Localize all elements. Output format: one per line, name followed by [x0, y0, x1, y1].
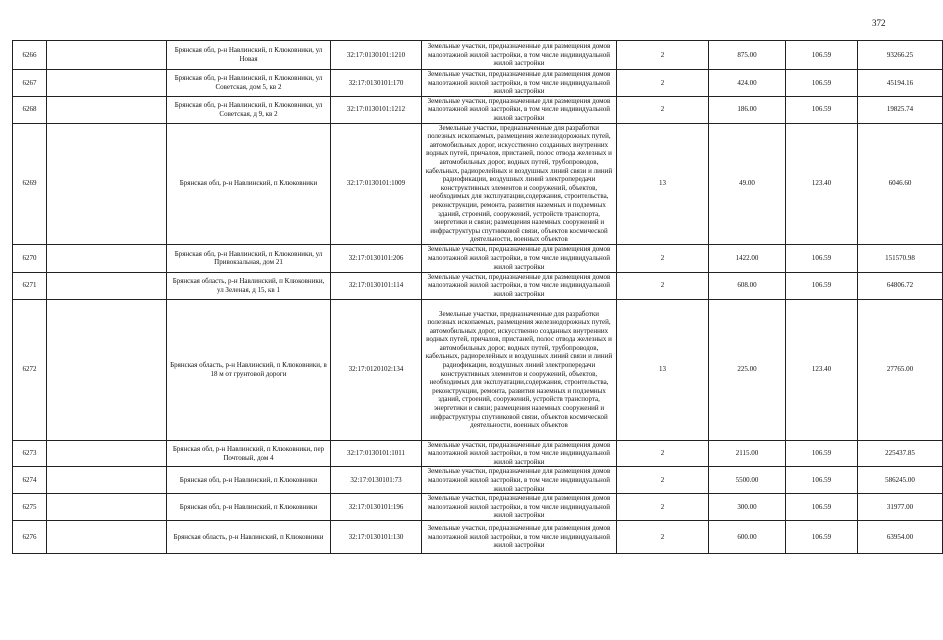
cadastral-value-cell: 27765.00 — [858, 299, 943, 440]
address-cell: Брянская обл, р-н Навлинский, п Клюковники, ул Советская, дом 5, кв 2 — [167, 70, 331, 97]
blank-cell — [47, 272, 167, 299]
address-cell: Брянская обл, р-н Навлинский, п Клюковники, ул Советская, д 9, кв 2 — [167, 96, 331, 123]
cadastral-value-cell: 586245.00 — [858, 467, 943, 494]
use-code-cell: 2 — [617, 440, 709, 467]
rate-cell: 106.59 — [786, 272, 858, 299]
cadastral-number-cell: 32:17:0130101:1210 — [331, 41, 422, 70]
use-code-cell: 2 — [617, 70, 709, 97]
blank-cell — [47, 440, 167, 467]
row-number: 6271 — [13, 272, 47, 299]
use-code-cell: 2 — [617, 467, 709, 494]
area-cell: 49.00 — [709, 123, 786, 244]
area-cell: 5500.00 — [709, 467, 786, 494]
cadastral-value-cell: 31977.00 — [858, 494, 943, 521]
permitted-use-cell: Земельные участки, предназначенные для разработки полезных ископаемых, размещения железнодорожных путей, автомобильных дорог, искусственно созданных внутренних водных путей, причалов, пристаней, полос отвода железных и автомобильных дорог, водных путей, трубопроводов, кабельных, радиорелейных и воздушных линий связи и линий радиофикации, воздушных линий электропередачи конструктивных элементов и сооружений, объектов, необходимых для эксплуатации,содержания, строительства, реконструкции, ремонта, развития наземных и подземных зданий, строений, сооружений, устройств транспорта, энергетики и связи; размещения наземных сооружений и инфраструктуры спутниковой связи, объектов космической деятельности, военных объектов — [422, 299, 617, 440]
blank-cell — [47, 244, 167, 272]
row-number: 6266 — [13, 41, 47, 70]
cadastral-number-cell: 32:17:0130101:130 — [331, 521, 422, 554]
blank-cell — [47, 521, 167, 554]
use-code-cell: 13 — [617, 299, 709, 440]
permitted-use-cell: Земельные участки, предназначенные для размещения домов малоэтажной жилой застройки, в том числе индивидуальной жилой застройки — [422, 521, 617, 554]
row-number: 6273 — [13, 440, 47, 467]
cadastral-number-cell: 32:17:0130101:196 — [331, 494, 422, 521]
address-cell: Брянская обл, р-н Навлинский, п Клюковники — [167, 123, 331, 244]
blank-cell — [47, 70, 167, 97]
blank-cell — [47, 299, 167, 440]
table-row — [13, 299, 943, 440]
permitted-use-cell: Земельные участки, предназначенные для размещения домов малоэтажной жилой застройки, в том числе индивидуальной жилой застройки — [422, 70, 617, 97]
table-row — [13, 70, 943, 97]
use-code-cell: 2 — [617, 96, 709, 123]
cadastral-number-cell: 32:17:0130101:1011 — [331, 440, 422, 467]
address-cell: Брянская область, р-н Навлинский, п Клюковники — [167, 521, 331, 554]
address-cell: Брянская область, р-н Навлинский, п Клюковники, ул Зеленая, д 15, кв 1 — [167, 272, 331, 299]
rate-cell: 106.59 — [786, 41, 858, 70]
cadastral-value-cell: 151570.98 — [858, 244, 943, 272]
rate-cell: 106.59 — [786, 244, 858, 272]
table-row — [13, 272, 943, 299]
permitted-use-cell: Земельные участки, предназначенные для размещения домов малоэтажной жилой застройки, в том числе индивидуальной жилой застройки — [422, 467, 617, 494]
row-number: 6268 — [13, 96, 47, 123]
rate-cell: 106.59 — [786, 521, 858, 554]
row-number: 6276 — [13, 521, 47, 554]
area-cell: 186.00 — [709, 96, 786, 123]
rate-cell: 106.59 — [786, 467, 858, 494]
table-row — [13, 96, 943, 123]
rate-cell: 106.59 — [786, 96, 858, 123]
address-cell: Брянская обл, р-н Навлинский, п Клюковники, ул Привокзальная, дом 21 — [167, 244, 331, 272]
cadastral-number-cell: 32:17:0130101:206 — [331, 244, 422, 272]
blank-cell — [47, 96, 167, 123]
area-cell: 424.00 — [709, 70, 786, 97]
row-number: 6270 — [13, 244, 47, 272]
table-row — [13, 41, 943, 70]
area-cell: 1422.00 — [709, 244, 786, 272]
rate-cell: 123.40 — [786, 123, 858, 244]
permitted-use-cell: Земельные участки, предназначенные для размещения домов малоэтажной жилой застройки, в том числе индивидуальной жилой застройки — [422, 96, 617, 123]
cadastral-number-cell: 32:17:0130101:170 — [331, 70, 422, 97]
permitted-use-cell: Земельные участки, предназначенные для размещения домов малоэтажной жилой застройки, в том числе индивидуальной жилой застройки — [422, 494, 617, 521]
area-cell: 225.00 — [709, 299, 786, 440]
permitted-use-cell: Земельные участки, предназначенные для разработки полезных ископаемых, размещения железнодорожных путей, автомобильных дорог, искусственно созданных внутренних водных путей, причалов, пристаней, полос отвода железных и автомобильных дорог, водных путей, трубопроводов, кабельных, радиорелейных и воздушных линий связи и линий радиофикации, воздушных линий электропередачи конструктивных элементов и сооружений, объектов, необходимых для эксплуатации,содержания, строительства, реконструкции, ремонта, развития наземных и подземных зданий, строений, сооружений, устройств транспорта, энергетики и связи; размещения наземных сооружений и инфраструктуры спутниковой связи, объектов космической деятельности, военных объектов — [422, 123, 617, 244]
rate-cell: 123.40 — [786, 299, 858, 440]
address-cell: Брянская обл, р-н Навлинский, п Клюковники — [167, 467, 331, 494]
rate-cell: 106.59 — [786, 440, 858, 467]
table-row — [13, 521, 943, 554]
area-cell: 875.00 — [709, 41, 786, 70]
address-cell: Брянская обл, р-н Навлинский, п Клюковники — [167, 494, 331, 521]
cadastral-value-cell: 63954.00 — [858, 521, 943, 554]
use-code-cell: 13 — [617, 123, 709, 244]
permitted-use-cell: Земельные участки, предназначенные для размещения домов малоэтажной жилой застройки, в том числе индивидуальной жилой застройки — [422, 244, 617, 272]
cadastral-value-cell: 6046.60 — [858, 123, 943, 244]
cadastral-number-cell: 32:17:0130101:1212 — [331, 96, 422, 123]
cadastral-number-cell: 32:17:0130101:114 — [331, 272, 422, 299]
table-body — [13, 41, 943, 554]
blank-cell — [47, 467, 167, 494]
area-cell: 608.00 — [709, 272, 786, 299]
table-row — [13, 244, 943, 272]
rate-cell: 106.59 — [786, 494, 858, 521]
table-row — [13, 123, 943, 244]
area-cell: 2115.00 — [709, 440, 786, 467]
use-code-cell: 2 — [617, 272, 709, 299]
table-row — [13, 494, 943, 521]
row-number: 6272 — [13, 299, 47, 440]
cadastral-number-cell: 32:17:0120102:134 — [331, 299, 422, 440]
use-code-cell: 2 — [617, 244, 709, 272]
cadastral-number-cell: 32:17:0130101:1009 — [331, 123, 422, 244]
cadastral-value-cell: 93266.25 — [858, 41, 943, 70]
table-row — [13, 467, 943, 494]
cadastral-value-cell: 19825.74 — [858, 96, 943, 123]
cadastral-value-cell: 64806.72 — [858, 272, 943, 299]
permitted-use-cell: Земельные участки, предназначенные для размещения домов малоэтажной жилой застройки, в том числе индивидуальной жилой застройки — [422, 440, 617, 467]
row-number: 6274 — [13, 467, 47, 494]
cadastral-number-cell: 32:17:0130101:73 — [331, 467, 422, 494]
address-cell: Брянская обл, р-н Навлинский, п Клюковники, пер Почтовый, дом 4 — [167, 440, 331, 467]
use-code-cell: 2 — [617, 521, 709, 554]
cadastral-value-cell: 45194.16 — [858, 70, 943, 97]
cadastral-value-cell: 225437.85 — [858, 440, 943, 467]
page-number: 372 — [872, 18, 886, 28]
land-registry-table — [12, 40, 943, 554]
rate-cell: 106.59 — [786, 70, 858, 97]
row-number: 6267 — [13, 70, 47, 97]
row-number: 6275 — [13, 494, 47, 521]
table-row — [13, 440, 943, 467]
permitted-use-cell: Земельные участки, предназначенные для размещения домов малоэтажной жилой застройки, в том числе индивидуальной жилой застройки — [422, 272, 617, 299]
blank-cell — [47, 123, 167, 244]
area-cell: 300.00 — [709, 494, 786, 521]
permitted-use-cell: Земельные участки, предназначенные для размещения домов малоэтажной жилой застройки, в том числе индивидуальной жилой застройки — [422, 41, 617, 70]
use-code-cell: 2 — [617, 494, 709, 521]
use-code-cell: 2 — [617, 41, 709, 70]
blank-cell — [47, 41, 167, 70]
address-cell: Брянская область, р-н Навлинский, п Клюковники, в 18 м от грунтовой дороги — [167, 299, 331, 440]
blank-cell — [47, 494, 167, 521]
address-cell: Брянская обл, р-н Навлинский, п Клюковники, ул Новая — [167, 41, 331, 70]
row-number: 6269 — [13, 123, 47, 244]
area-cell: 600.00 — [709, 521, 786, 554]
